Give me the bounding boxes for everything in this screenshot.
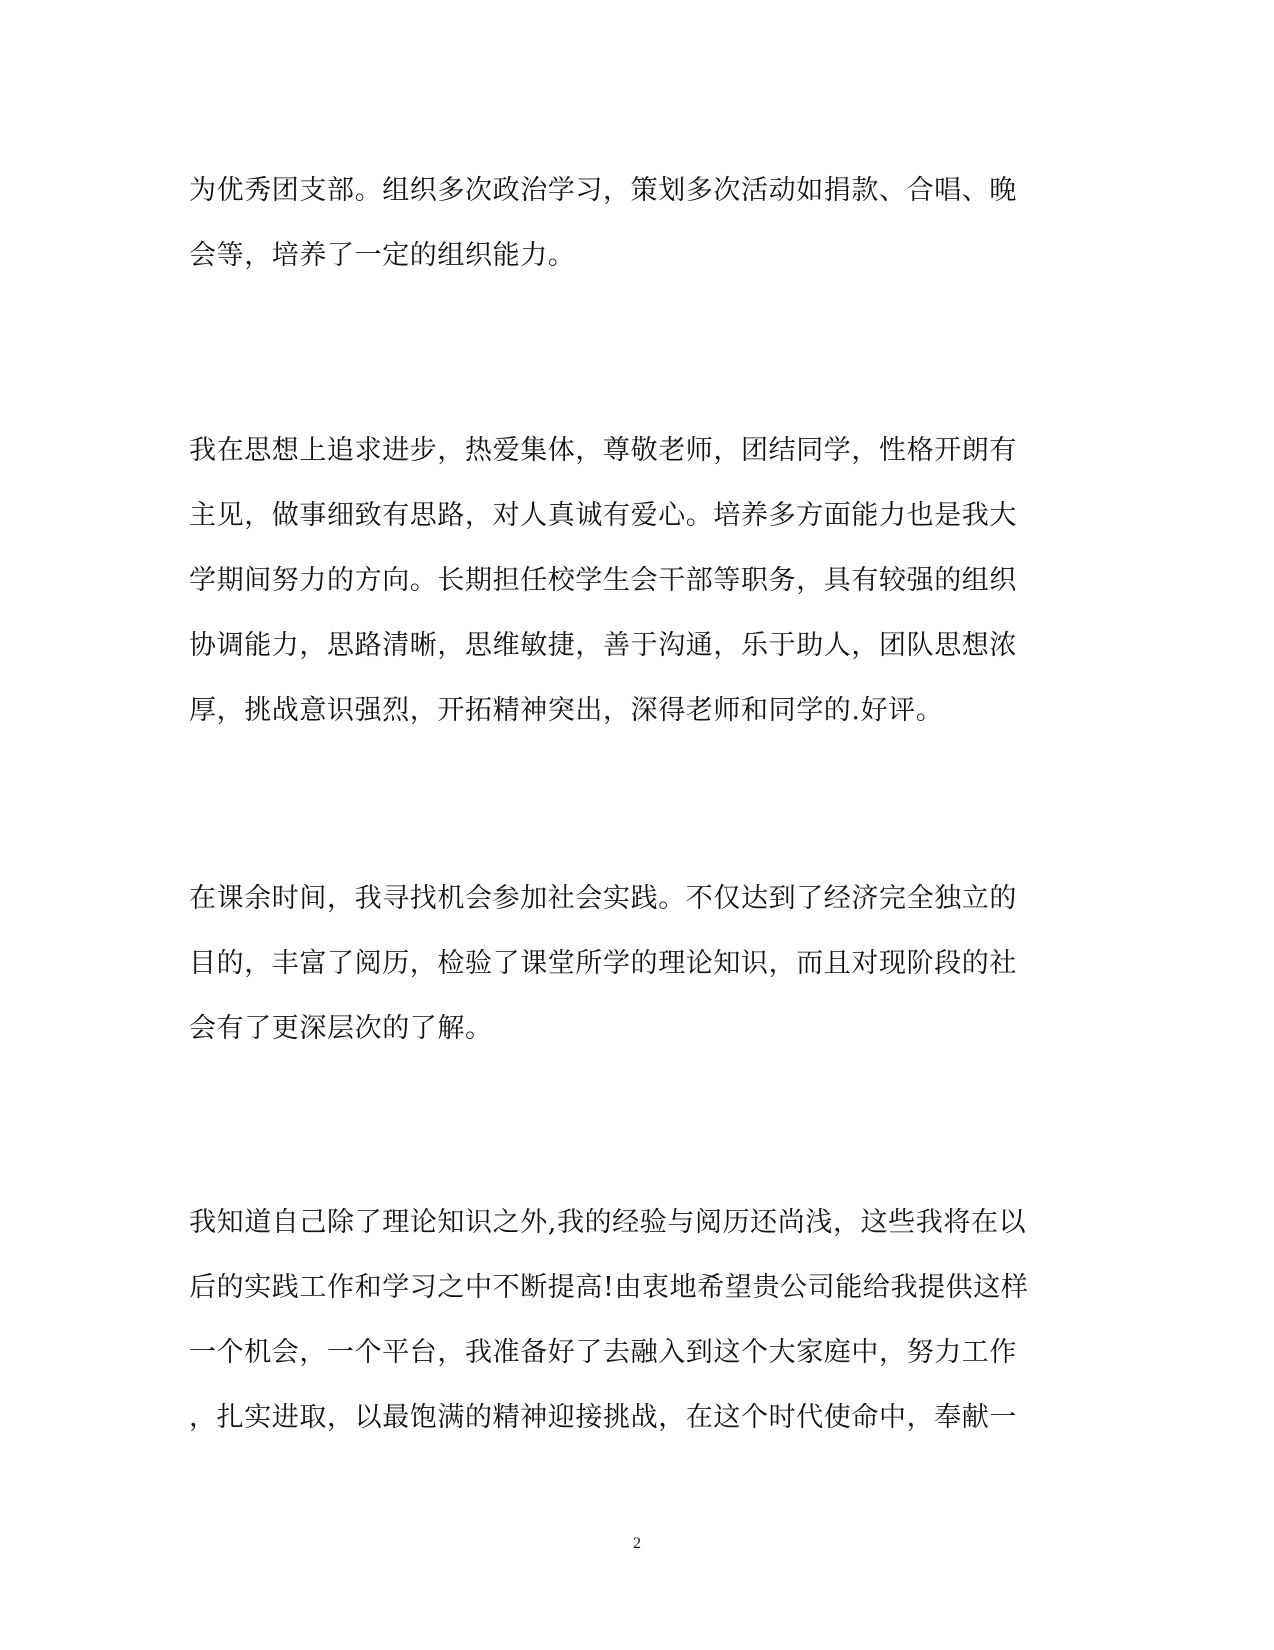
text-line: 协调能力，思路清晰，思维敏捷，善于沟通，乐于助人，团队思想浓	[189, 630, 1017, 661]
text-line: 为优秀团支部。组织多次政治学习，策划多次活动如捐款、合唱、晚	[189, 175, 1017, 206]
text-line: 会等，培养了一定的组织能力。	[189, 240, 576, 271]
page-number: 2	[633, 1535, 641, 1552]
text-line: 我在思想上追求进步，热爱集体，尊敬老师，团结同学，性格开朗有	[189, 435, 1017, 466]
text-line: 我知道自己除了理论知识之外,我的经验与阅历还尚浅，这些我将在以	[189, 1207, 1027, 1238]
text-line: 目的，丰富了阅历，检验了课堂所学的理论知识，而且对现阶段的社	[189, 948, 1017, 979]
text-line: 会有了更深层次的了解。	[189, 1013, 493, 1044]
text-line: 在课余时间，我寻找机会参加社会实践。不仅达到了经济完全独立的	[189, 883, 1017, 914]
text-line: 厚，挑战意识强烈，开拓精神突出，深得老师和同学的.好评。	[189, 695, 944, 726]
paragraph-3	[189, 866, 1089, 1061]
text-line: ，扎实进取，以最饱满的精神迎接挑战，在这个时代使命中，奉献一	[189, 1402, 1017, 1433]
text-line: 一个机会，一个平台，我准备好了去融入到这个大家庭中，努力工作	[189, 1337, 1017, 1368]
text-line: 学期间努力的方向。长期担任校学生会干部等职务，具有较强的组织	[189, 565, 1017, 596]
paragraph-1	[189, 158, 1089, 288]
text-line: 主见，做事细致有思路，对人真诚有爱心。培养多方面能力也是我大	[189, 500, 1017, 531]
paragraph-4	[189, 1190, 1089, 1450]
text-line: 后的实践工作和学习之中不断提高!由衷地希望贵公司能给我提供这样	[189, 1272, 1029, 1303]
paragraph-2	[189, 418, 1089, 743]
